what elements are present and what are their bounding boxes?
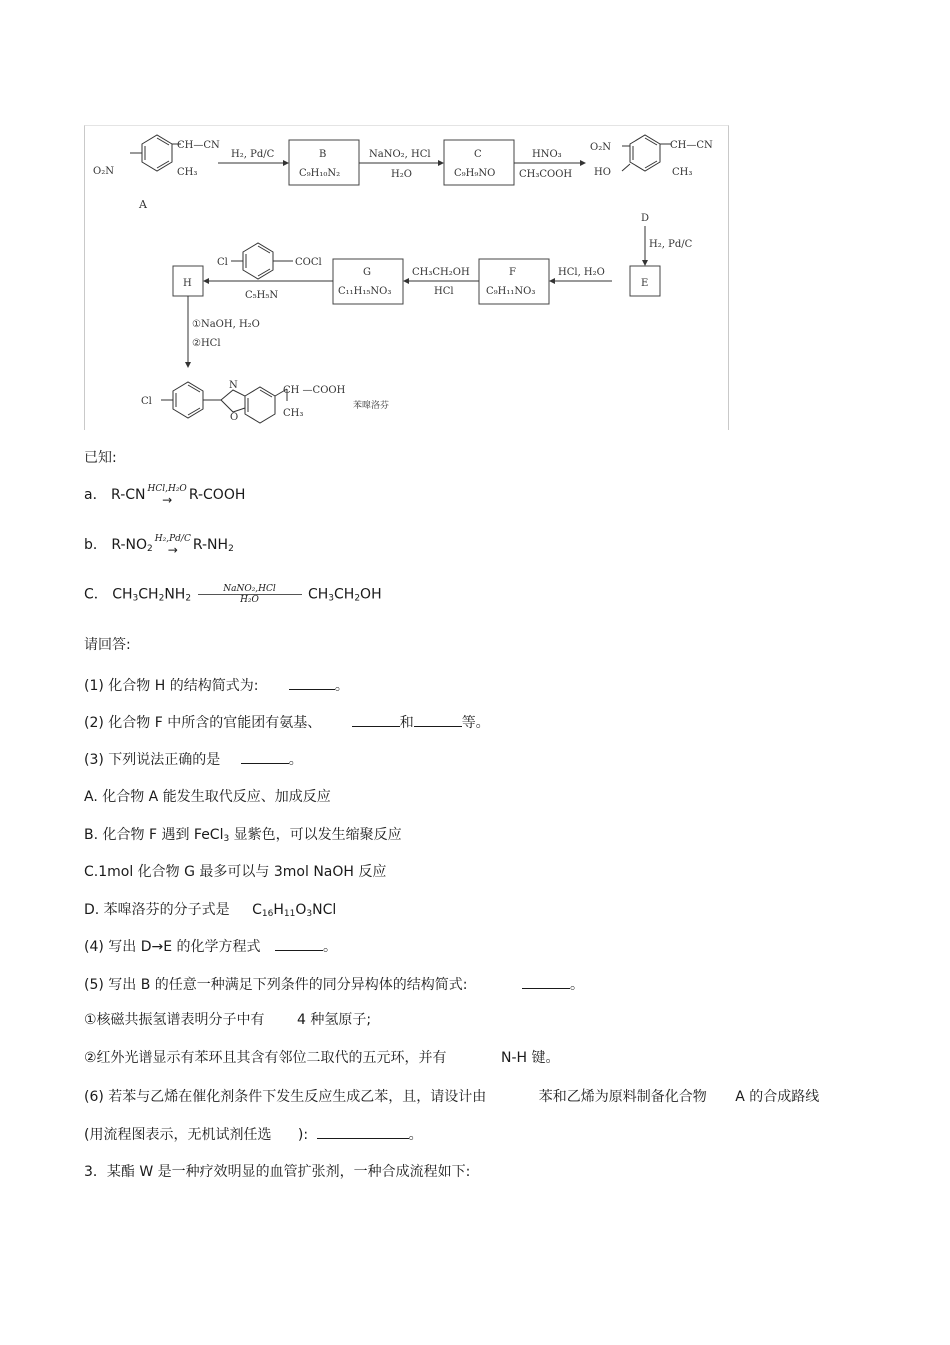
q6-period: 。 bbox=[408, 1127, 423, 1143]
known-b-prefix: b． R-NO bbox=[84, 537, 148, 553]
d-nitro: O₂N bbox=[590, 142, 611, 153]
option-d bbox=[84, 901, 336, 923]
q5-period: 。 bbox=[569, 977, 584, 993]
q3-answer-blank[interactable] bbox=[241, 751, 289, 764]
known-c-suffix: CH bbox=[307, 586, 329, 603]
d-label: D bbox=[641, 213, 650, 224]
b-formula: C₉H₁₀N₂ bbox=[299, 168, 341, 179]
f-name: F bbox=[509, 267, 516, 278]
known-b-cond: H₂,Pd/C bbox=[154, 534, 191, 544]
d-chcn: CH—CN bbox=[670, 140, 713, 151]
step2-reagent-bottom: H₂O bbox=[391, 169, 412, 180]
known-c-prefix: C． CH bbox=[84, 586, 133, 603]
step1-reagent: H₂, Pd/C bbox=[231, 149, 275, 160]
q6-part3: A 的合成路线 bbox=[735, 1089, 820, 1105]
q2-answer-blank-1[interactable] bbox=[352, 714, 400, 727]
q3-period: 。 bbox=[288, 752, 303, 768]
product-name: 苯噑洛芬 bbox=[353, 401, 390, 411]
step7-cl: Cl bbox=[217, 257, 228, 268]
option-d-formula: $C_{16}H_{11}O_3NCl$ bbox=[252, 902, 337, 919]
a-nitro: O₂N bbox=[93, 166, 114, 177]
step3-reagent-top: HNO₃ bbox=[532, 149, 562, 160]
step2-reagent-top: NaNO₂, HCl bbox=[369, 149, 431, 160]
a-methyl: CH₃ bbox=[177, 167, 198, 178]
product-structure bbox=[161, 382, 287, 423]
step7-reagent-top: COCl bbox=[295, 257, 322, 268]
question-5 bbox=[84, 976, 584, 994]
known-reaction-b bbox=[84, 534, 234, 558]
question-6 bbox=[84, 1088, 819, 1106]
known-b-arrow-glyph: → bbox=[167, 543, 178, 557]
known-c-cond-top: NaNO₂,HCl bbox=[223, 584, 276, 594]
q1-period: 。 bbox=[334, 678, 349, 694]
questions-intro: 请回答: bbox=[84, 637, 131, 653]
cond2-part2: N-H 键。 bbox=[501, 1050, 560, 1066]
question-4 bbox=[84, 938, 337, 956]
scheme-svg bbox=[85, 126, 728, 430]
step3-reagent-bottom: CH₃COOH bbox=[519, 169, 573, 180]
product-methyl: CH₃ bbox=[283, 408, 304, 419]
q2-end: 等。 bbox=[461, 715, 490, 731]
question-1 bbox=[84, 677, 349, 695]
acid-chloride-structure bbox=[231, 243, 293, 279]
known-a-arrow bbox=[148, 484, 187, 506]
known-title: 已知: bbox=[84, 450, 117, 466]
q2-and: 和 bbox=[399, 715, 414, 731]
known-b-suffix-sub: 2 bbox=[228, 544, 234, 554]
e-name: E bbox=[641, 278, 649, 289]
step5-reagent: HCl, H₂O bbox=[558, 267, 605, 278]
known-reaction-a bbox=[84, 484, 245, 506]
q5-text: (5) 写出 B 的任意一种满足下列条件的同分异构体的结构简式: bbox=[84, 977, 468, 993]
a-chcn: CH—CN bbox=[177, 140, 220, 151]
option-b: B. 化合物 F 遇到 FeCl$_3$ 显紫色，可以发生缩聚反应 bbox=[84, 827, 402, 844]
known-b-sub: 2 bbox=[147, 544, 153, 554]
c-name: C bbox=[474, 149, 482, 160]
option-a: A. 化合物 A 能发生取代反应、加成反应 bbox=[84, 789, 331, 805]
step6-reagent-bottom: HCl bbox=[434, 286, 454, 297]
question-3 bbox=[84, 751, 303, 769]
q3-text: (3) 下列说法正确的是 bbox=[84, 752, 221, 768]
condition-1 bbox=[84, 1011, 371, 1029]
option-c: C.1mol 化合物 G 最多可以与 3mol NaOH 反应 bbox=[84, 864, 387, 880]
known-c-cond-bottom: H₂O bbox=[240, 595, 259, 605]
q2-text: (2) 化合物 F 中所含的官能团有氨基、 bbox=[84, 715, 322, 731]
known-a-suffix: R-COOH bbox=[188, 487, 246, 503]
q5-answer-blank[interactable] bbox=[522, 976, 570, 989]
step8-reagent-2: ②HCl bbox=[192, 338, 221, 349]
compound-a-label: A bbox=[139, 198, 147, 211]
product-cl: Cl bbox=[141, 396, 152, 407]
condition-2 bbox=[84, 1049, 560, 1067]
question-7-header: 3．某酯 W 是一种疗效明显的血管扩张剂，一种合成流程如下: bbox=[84, 1164, 471, 1180]
option-d-part1: D. 苯噑洛芬的分子式是 bbox=[84, 902, 230, 918]
question-2 bbox=[84, 714, 490, 732]
known-a-prefix: a． R-CN bbox=[84, 487, 146, 503]
compound-d-structure bbox=[622, 135, 671, 171]
compound-a-structure bbox=[130, 135, 181, 171]
known-c-arrow bbox=[198, 584, 302, 605]
known-reaction-c: C． $CH_3CH_2NH_2$ NaNO₂,HCl H₂O $CH_3CH_2OH$ bbox=[84, 584, 382, 605]
q6-answer-blank[interactable] bbox=[317, 1126, 409, 1139]
q1-answer-blank[interactable] bbox=[289, 677, 335, 690]
g-formula: C₁₁H₁₅NO₃ bbox=[338, 286, 392, 297]
q4-period: 。 bbox=[323, 939, 337, 955]
q6-part5: ): bbox=[297, 1127, 309, 1143]
q6-part4: (用流程图表示，无机试剂任选 bbox=[84, 1127, 272, 1143]
question-6-cont bbox=[84, 1126, 423, 1144]
f-formula: C₉H₁₁NO₃ bbox=[486, 286, 536, 297]
q1-text: (1) 化合物 H 的结构简式为: bbox=[84, 678, 259, 694]
reaction-scheme bbox=[84, 125, 729, 430]
option-b-part1: B. 化合物 F 遇到 FeCl bbox=[84, 827, 224, 843]
option-b-part2: 显紫色，可以发生缩聚反应 bbox=[233, 827, 402, 843]
g-name: G bbox=[363, 267, 371, 278]
step7-reagent-bottom: C₅H₅N bbox=[245, 290, 279, 301]
d-hydroxy: HO bbox=[594, 167, 611, 178]
q6-part1: (6) 若苯与乙烯在催化剂条件下发生反应生成乙苯，且，请设计由 bbox=[84, 1089, 487, 1105]
cond1-part2: 4 种氢原子; bbox=[297, 1012, 372, 1028]
cond1-part1: ①核磁共振氢谱表明分子中有 bbox=[84, 1012, 265, 1028]
q2-answer-blank-2[interactable] bbox=[414, 714, 462, 727]
known-b-suffix: R-NH bbox=[192, 537, 229, 553]
h-name: H bbox=[183, 278, 192, 289]
q4-answer-blank[interactable] bbox=[275, 938, 323, 951]
known-a-arrow-glyph: → bbox=[162, 493, 173, 507]
c-formula: C₉H₉NO bbox=[454, 168, 496, 179]
step8-reagent-1: ①NaOH, H₂O bbox=[192, 319, 260, 330]
known-b-arrow bbox=[155, 534, 191, 556]
d-methyl: CH₃ bbox=[672, 167, 693, 178]
cond2-part1: ②红外光谱显示有苯环且其含有邻位二取代的五元环，并有 bbox=[84, 1050, 447, 1066]
known-a-cond: HCl,H₂O bbox=[147, 484, 187, 494]
step4-reagent: H₂, Pd/C bbox=[649, 239, 693, 250]
product-o: O bbox=[230, 412, 239, 423]
product-chcooh: CH —COOH bbox=[283, 385, 346, 396]
product-n: N bbox=[229, 380, 238, 391]
step6-reagent-top: CH₃CH₂OH bbox=[412, 267, 470, 278]
q4-text: (4) 写出 D→E 的化学方程式 bbox=[84, 939, 261, 955]
q6-part2: 苯和乙烯为原料制备化合物 bbox=[538, 1089, 707, 1105]
b-name: B bbox=[319, 149, 327, 160]
